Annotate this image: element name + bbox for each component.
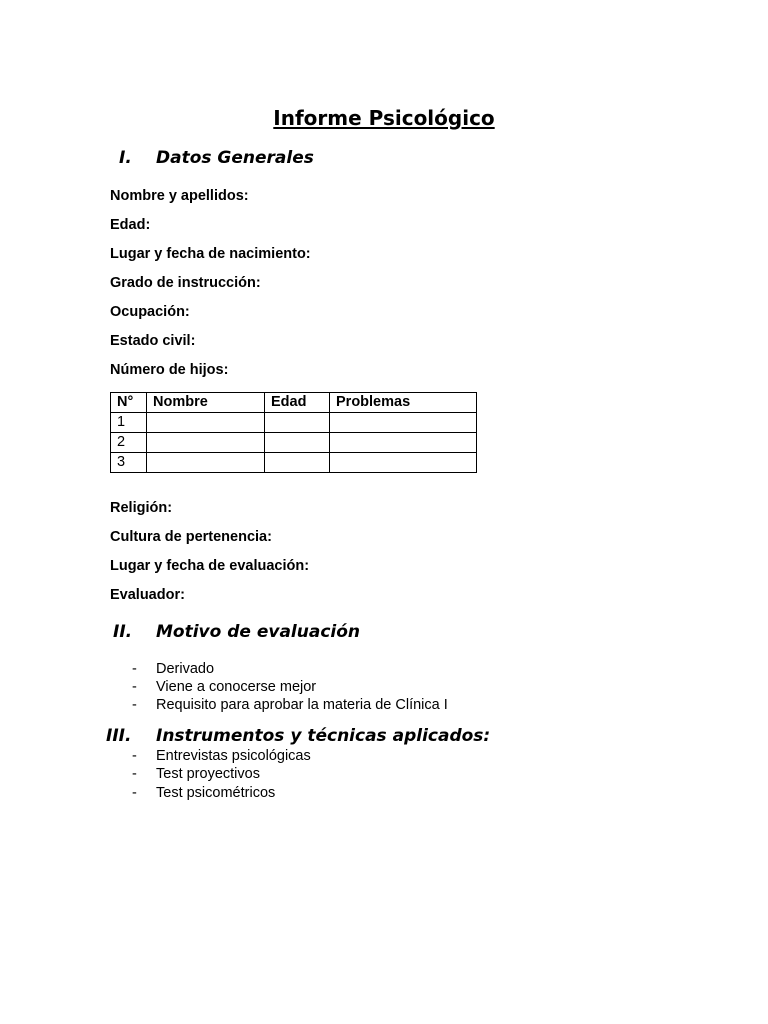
list-item: Entrevistas psicológicas xyxy=(156,748,311,764)
field-estado-civil: Estado civil: xyxy=(110,333,196,349)
field-religion: Religión: xyxy=(110,500,173,516)
table-cell xyxy=(265,413,330,433)
field-grado-instruccion: Grado de instrucción: xyxy=(110,275,261,291)
list-dash: - xyxy=(132,661,137,677)
field-lugar-fecha-evaluacion: Lugar y fecha de evaluación: xyxy=(110,558,310,574)
field-cultura-pertenencia: Cultura de pertenencia: xyxy=(110,529,272,545)
section-2-title: Motivo de evaluación xyxy=(156,622,361,642)
field-evaluador: Evaluador: xyxy=(110,587,185,603)
list-dash: - xyxy=(132,785,137,801)
section-2-number: II. xyxy=(113,622,133,642)
section-1-title: Datos Generales xyxy=(156,148,314,168)
table-cell: 2 xyxy=(111,433,147,453)
table-header-row xyxy=(111,393,477,413)
table-cell xyxy=(330,433,477,453)
field-lugar-fecha-nacimiento: Lugar y fecha de nacimiento: xyxy=(110,246,311,262)
table-row xyxy=(111,453,477,473)
list-item: Test proyectivos xyxy=(156,766,260,782)
children-table xyxy=(110,392,477,473)
section-3-title: Instrumentos y técnicas aplicados: xyxy=(156,726,491,746)
list-item: Derivado xyxy=(156,661,215,677)
table-cell xyxy=(330,413,477,433)
table-cell xyxy=(330,453,477,473)
table-header-cell: Nombre xyxy=(147,393,265,413)
table-cell xyxy=(147,413,265,433)
list-item: Requisito para aprobar la materia de Clínica I xyxy=(156,697,448,713)
table-row xyxy=(111,433,477,453)
field-numero-hijos: Número de hijos: xyxy=(110,362,229,378)
table-row xyxy=(111,413,477,433)
table-cell xyxy=(147,433,265,453)
list-dash: - xyxy=(132,748,137,764)
table-cell: 3 xyxy=(111,453,147,473)
table-cell xyxy=(147,453,265,473)
table-cell xyxy=(265,433,330,453)
list-item: Test psicométricos xyxy=(156,785,276,801)
field-nombre-apellidos: Nombre y apellidos: xyxy=(110,188,249,204)
table-cell xyxy=(265,453,330,473)
list-item: Viene a conocerse mejor xyxy=(156,679,317,695)
table-header-cell: N° xyxy=(111,393,147,413)
field-edad: Edad: xyxy=(110,217,151,233)
table-header-cell: Edad xyxy=(265,393,330,413)
section-3-number: III. xyxy=(106,726,132,746)
table-cell: 1 xyxy=(111,413,147,433)
section-1-number: I. xyxy=(119,148,132,168)
list-dash: - xyxy=(132,766,137,782)
document-title: Informe Psicológico xyxy=(273,106,495,130)
list-dash: - xyxy=(132,679,137,695)
list-dash: - xyxy=(132,697,137,713)
table-header-cell: Problemas xyxy=(330,393,477,413)
field-ocupacion: Ocupación: xyxy=(110,304,190,320)
